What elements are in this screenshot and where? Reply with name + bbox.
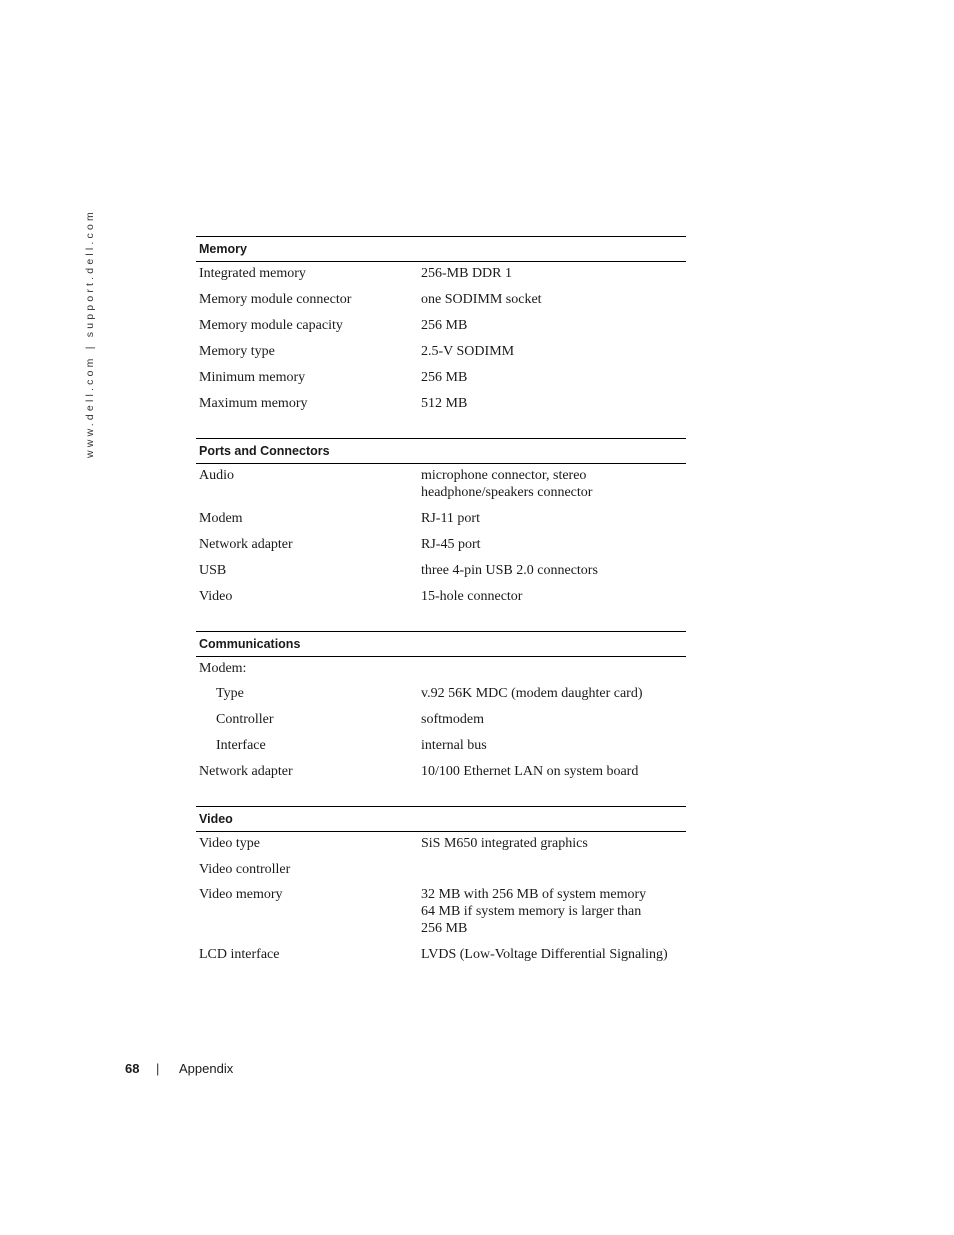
spec-row	[196, 945, 686, 971]
spec-row	[196, 885, 686, 945]
spec-value: SiS M650 integrated graphics	[421, 836, 588, 851]
spec-label: Video controller	[199, 862, 291, 877]
spec-label: Video memory	[199, 887, 283, 902]
spec-row	[196, 368, 686, 394]
spec-value: 15-hole connector	[421, 589, 523, 604]
spec-row	[196, 264, 686, 290]
spec-value: RJ-45 port	[421, 537, 481, 552]
spec-label: Audio	[199, 468, 234, 483]
section-heading: Video	[196, 806, 686, 832]
spec-row	[196, 509, 686, 535]
spec-section	[196, 236, 686, 420]
spec-value: 256 MB	[421, 370, 468, 385]
spec-label: Controller	[216, 712, 274, 727]
spec-row	[196, 561, 686, 587]
spec-value: one SODIMM socket	[421, 292, 542, 307]
footer-title: Appendix	[179, 1061, 234, 1076]
spec-row	[196, 466, 686, 509]
spec-row	[196, 762, 686, 788]
spec-label: Memory module capacity	[199, 318, 343, 333]
spec-value: 2.5-V SODIMM	[421, 344, 515, 359]
spec-value: 256-MB DDR 1	[421, 266, 513, 281]
spec-label: USB	[199, 563, 227, 578]
spec-value	[421, 860, 686, 885]
spec-row	[196, 710, 686, 736]
spec-row	[196, 290, 686, 316]
footer-separator: |	[156, 1061, 160, 1076]
spec-row	[196, 535, 686, 561]
side-url-text: www.dell.com | support.dell.com	[84, 209, 96, 458]
spec-value: 256 MB	[421, 318, 468, 333]
section-heading: Memory	[196, 236, 686, 262]
spec-value: 32 MB with 256 MB of system memory 64 MB if system memory is larger than 256 MB	[421, 887, 647, 936]
spec-label: Minimum memory	[199, 370, 306, 385]
spec-label: LCD interface	[199, 947, 280, 962]
spec-label: Modem	[199, 511, 243, 526]
spec-value: three 4-pin USB 2.0 connectors	[421, 563, 598, 578]
spec-value: softmodem	[421, 712, 484, 727]
spec-value: internal bus	[421, 738, 487, 753]
spec-sections	[196, 236, 686, 989]
spec-row	[196, 736, 686, 762]
spec-value: microphone connector, stereo headphone/speakers connector	[421, 468, 593, 500]
spec-value: 512 MB	[421, 396, 468, 411]
spec-label: Integrated memory	[199, 266, 306, 281]
spec-label: Video	[199, 589, 233, 604]
spec-label: Network adapter	[199, 764, 293, 779]
spec-label: Network adapter	[199, 537, 293, 552]
section-heading: Ports and Connectors	[196, 438, 686, 464]
spec-row	[196, 587, 686, 613]
spec-label: Type	[216, 686, 244, 701]
spec-row	[196, 860, 686, 885]
page-footer	[0, 1061, 954, 1081]
spec-value: 10/100 Ethernet LAN on system board	[421, 764, 639, 779]
spec-section	[196, 631, 686, 788]
spec-label: Video type	[199, 836, 260, 851]
spec-section	[196, 438, 686, 613]
spec-value	[421, 659, 686, 684]
spec-label: Maximum memory	[199, 396, 308, 411]
spec-row	[196, 342, 686, 368]
spec-value: v.92 56K MDC (modem daughter card)	[421, 686, 643, 701]
spec-section	[196, 806, 686, 971]
page-number: 68	[125, 1061, 140, 1076]
spec-row	[196, 659, 686, 684]
section-heading: Communications	[196, 631, 686, 657]
spec-label: Interface	[216, 738, 266, 753]
spec-label: Modem:	[199, 661, 247, 676]
spec-label: Memory module connector	[199, 292, 352, 307]
spec-value: LVDS (Low-Voltage Differential Signaling)	[421, 947, 668, 962]
spec-row	[196, 394, 686, 420]
spec-label: Memory type	[199, 344, 275, 359]
spec-value: RJ-11 port	[421, 511, 480, 526]
spec-row	[196, 684, 686, 710]
spec-row	[196, 316, 686, 342]
spec-row	[196, 834, 686, 860]
